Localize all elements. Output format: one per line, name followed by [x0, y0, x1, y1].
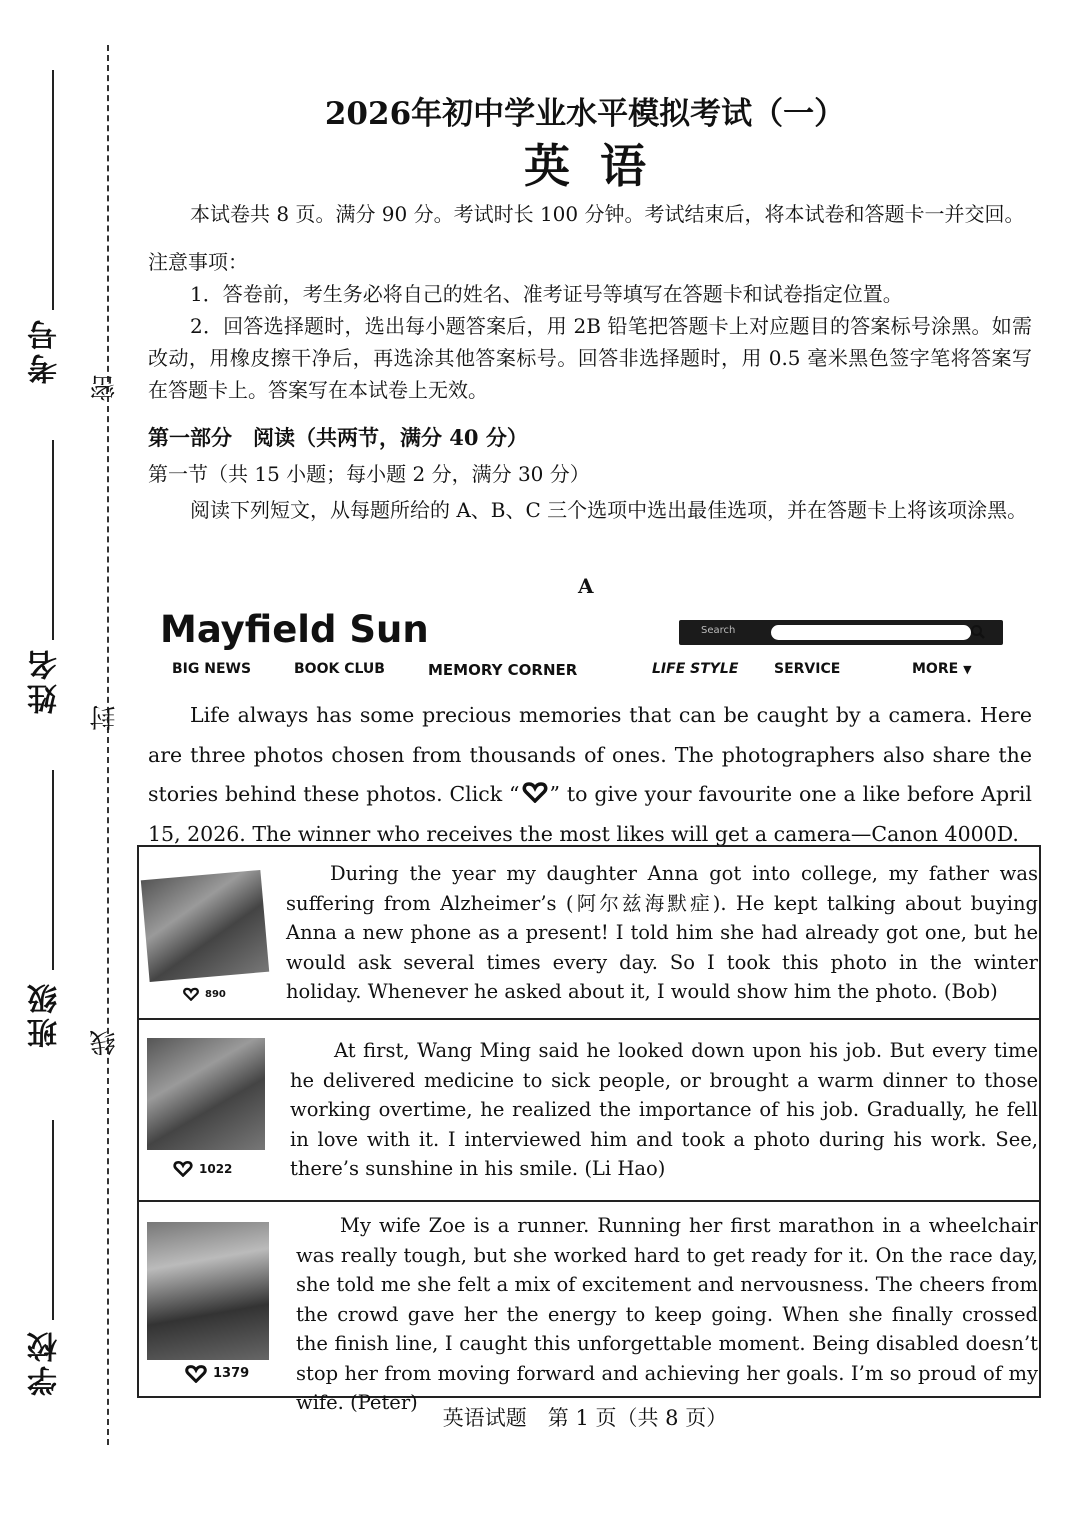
chevron-down-icon: ▼: [963, 663, 972, 676]
name-label: 姓名: [28, 646, 63, 714]
nav-book-club[interactable]: BOOK CLUB: [294, 661, 385, 677]
search-input[interactable]: [771, 625, 971, 640]
like-count-1: 890: [205, 988, 226, 1000]
like-count-3: 1379: [213, 1366, 250, 1381]
exam-intro: 本试卷共 8 页。满分 90 分。考试时长 100 分钟。考试结束后，将本试卷和答题卡一并交回。: [190, 202, 1025, 226]
like-counter-3[interactable]: [185, 1364, 249, 1383]
part-title: 第一部分 阅读（共两节，满分 40 分）: [148, 425, 528, 450]
name-line: [52, 440, 54, 640]
sub-section-title: 第一节（共 15 小题；每小题 2 分，满分 30 分）: [148, 462, 590, 486]
notice-item-1: 1．答卷前，考生务必将自己的姓名、准考证号等填写在答题卡和试卷指定位置。: [190, 282, 903, 306]
class-label: 班级: [28, 980, 63, 1048]
seal-char-mi: 密: [90, 375, 120, 401]
search-icon[interactable]: [969, 623, 987, 641]
notice-item-2: 2．回答选择题时，选出每小题答案后，用 2B 铅笔把答题卡上对应题目的答案标号涂黑。如需改动，用橡皮擦干净后，再选涂其他答案标号。回答非选择题时，用 0.5 毫米黑色签字笔将答案写在答题卡上。答案写在本试卷上无效。: [148, 314, 1032, 402]
newspaper-intro-part1: Life always has some precious memories that can be caught by a camera. Here are three photos chosen from thousands of ones. The photographers also share the stories behind these photos. Click “: [148, 703, 1032, 806]
story-text-2: At first, Wang Ming said he looked down upon his job. But every time he delivered medicine to sick people, or brought a warm dinner to those working overtime, he realized the importance of his job. Gradually, he fell in love with it. I interviewed him and took a photo during his work. See, there’s sunshine in his smile. (Li Hao): [290, 1039, 1038, 1180]
exam-title: 2026年初中学业水平模拟考试（一）: [324, 96, 846, 132]
heart-icon[interactable]: [520, 781, 550, 803]
exam-number-label: 考号: [28, 316, 63, 384]
school-line: [52, 1120, 54, 1320]
page-footer: 英语试题 第 1 页（共 8 页）: [442, 1406, 728, 1430]
like-counter-2[interactable]: [173, 1160, 232, 1177]
story-card-1: [137, 845, 1041, 1020]
nav-service[interactable]: SERVICE: [774, 661, 841, 677]
school-label: 学校: [28, 1328, 63, 1396]
class-line: [52, 770, 54, 970]
seal-char-xian: 线: [90, 1030, 120, 1056]
newspaper-nav: [172, 661, 1002, 683]
newspaper-logo: Mayfield Sun: [160, 608, 429, 651]
passage-label: A: [578, 574, 594, 598]
seal-char-feng: 封: [90, 705, 120, 731]
story-card-3: [137, 1200, 1041, 1414]
exam-number-line: [52, 70, 54, 310]
search-bar[interactable]: [679, 620, 1003, 645]
heart-icon[interactable]: [185, 1364, 207, 1383]
newspaper-intro-part2: ” to give your favourite one a like before April 15, 2026. The winner who receives the most likes will get a camera—Canon 4000D.: [148, 782, 1032, 846]
nav-more-label: MORE: [912, 661, 959, 677]
story-photo-3: [147, 1222, 269, 1360]
nav-more[interactable]: [912, 661, 972, 677]
nav-big-news[interactable]: BIG NEWS: [172, 661, 252, 677]
nav-life-style[interactable]: LIFE STYLE: [652, 661, 739, 677]
story-photo-2: [147, 1038, 265, 1150]
like-counter-1[interactable]: [183, 987, 226, 1001]
binding-dashed-line: [107, 45, 109, 1445]
nav-memory-corner[interactable]: MEMORY CORNER: [428, 661, 578, 679]
story-text-3: My wife Zoe is a runner. Running her first marathon in a wheelchair was really tough, but she worked hard to get ready for it. On the race day, she told me she felt a mix of excitement and nervousness. The cheers from the crowd gave her the energy to keep going. When she finally crossed the finish line, I caught this unforgettable moment. Being disabled doesn’t stop her from moving forward and achieving her goals. I’m so proud of my wife. (Peter): [296, 1214, 1038, 1414]
story-text-1: During the year my daughter Anna got into college, my father was suffering from Alzheimer’s (阿尔兹海默症). He kept talking about buying Anna a new phone as a present! I told him she had already got one, but he would ask several times every day. So I took this photo in the winter holiday. Whenever he asked about it, I would show him the photo. (Bob): [286, 862, 1038, 1003]
heart-icon[interactable]: [173, 1160, 193, 1177]
story-card-2: [137, 1018, 1041, 1202]
like-count-2: 1022: [199, 1161, 233, 1176]
search-placeholder: Search: [701, 625, 736, 636]
newspaper-intro: [148, 696, 1032, 854]
story-photo-1: [141, 870, 269, 982]
subject-title: 英语: [524, 139, 676, 193]
heart-icon[interactable]: [183, 987, 199, 1001]
notice-title: 注意事项：: [148, 250, 248, 274]
section-instruction: 阅读下列短文，从每题所给的 A、B、C 三个选项中选出最佳选项，并在答题卡上将该项涂黑。: [190, 498, 1028, 522]
